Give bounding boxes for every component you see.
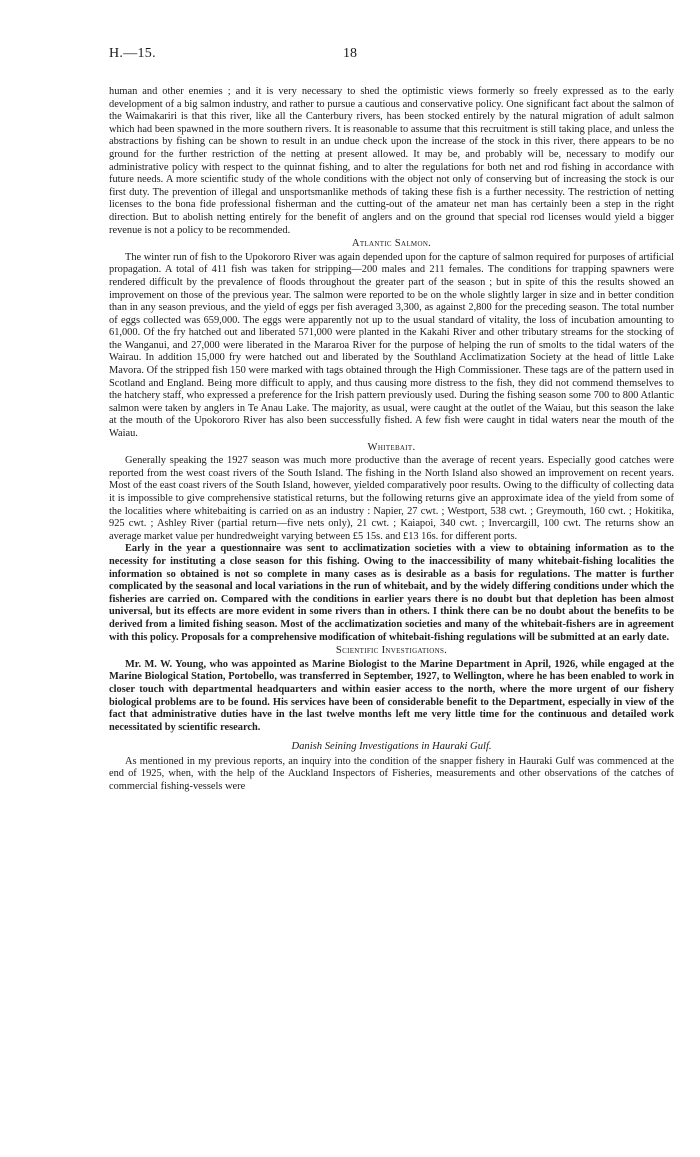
paragraph-marine-biologist: Mr. M. W. Young, who was appointed as Marine Biologist to the Marine Department in April, 1926, while engaged at the Marine Biological Station, Portobello, was transferred in September, 1927, to Wellington, where he has been enabled to work in closer touch with departmental headquarters and within easier access to the north, where the more urgent of our fishery biological problems are to be found. His services have been of considerable benefit to the Department, especially in view of the fact that administrative duties have in the last twelve months left me very little time for the continuous and detailed work necessitated by scientific research.: [109, 658, 674, 733]
document-body: [109, 86, 674, 794]
document-reference: H.—15.: [109, 46, 156, 61]
heading-danish-seining: Danish Seining Investigations in Hauraki Gulf.: [291, 741, 492, 753]
paragraph-whitebait-regulations: Early in the year a questionnaire was sent to acclimatization societies with a view to obtaining information as to the necessity for instituting a close season for this fishing. Owing to the inaccessibility of many whitebait-fishing localities the information so obtained is not so complete in many cases as is desirable as a basis for regulations. The matter is further complicated by the seasonal and local variations in the run of whitebait, and by the widely differing conditions under which the fisheries are carried on. Compared with the conditions in earlier years there is no doubt but that depletion has been almost universal, but its effects are more evident in some rivers than in others. I think there can be no doubt about the benefits to be derived from a limited fishing season. Most of the acclimatization societies and many of the whitebait-fishers are in agreement with this policy. Proposals for a comprehensive modification of whitebait-fishing regulations will be submitted at an early date.: [109, 543, 674, 643]
page-number: 18: [343, 46, 357, 61]
heading-whitebait: Whitebait.: [367, 441, 416, 453]
paragraph-whitebait-season: Generally speaking the 1927 season was much more productive than the average of recent years. Especially good catches were reported from the west coast rivers of the South Island. The fishing in the North Island also showed an improvement on recent years. Most of the east coast rivers of the South Island, however, yielded comparatively poor results. Owing to the difficulty of collecting data it is impossible to give comprehensive statistical returns, but the following returns give an approximate idea of the yield from some of the localities where whitebaiting is carried on as an industry : Napier, 27 cwt. ; Westport, 538 cwt. ; Greymouth, 160 cwt. ; Hokitika, 925 cwt. ; Ashley River (partial return—five nets only), 21 cwt. ; Kaiapoi, 340 cwt. ; Invercargill, 100 cwt. The returns show an average market value per hundredweight varying between £5 15s. and £13 16s. for different ports.: [109, 455, 674, 542]
paragraph-atlantic-salmon: The winter run of fish to the Upokororo River was again depended upon for the capture of salmon required for purposes of artificial propagation. A total of 411 fish was taken for stripping—200 males and 211 females. The conditions for trapping spawners were rendered difficult by the prevalence of floods throughout the greater part of the season ; but in spite of this the results showed an improvement on those of the previous year. The salmon were reported to be on the whole slightly larger in size and in better condition than in any season previous, and the yield of eggs per fish averaged 3,300, as against 2,800 for the preceding season. The total number of eggs collected was 659,000. The eggs were apparently not up to the usual standard of vitality, the loss of incubation amounting to 61,000. Of the fry hatched out and liberated 571,000 were planted in the Kakahi River and other tributary streams for the stocking of the Wanganui, and 27,000 were liberated in the Mararoa River for the purpose of helping the run of smolts to the tidal waters of the Wairau. In addition 15,000 fry were hatched out and liberated by the Southland Acclimatization Society at the head of little Lake Mavora. Of the stripped fish 150 were marked with tags obtained through the High Commissioner. These tags are of the pattern used in Scotland and England. Being more difficult to apply, and thus causing more distress to the fish, they did not commend themselves to the hatchery staff, who expressed a preference for the Irish pattern previously used. During the fishing season some 700 to 800 Atlantic salmon were taken by anglers in Te Anau Lake. The majority, as usual, were caught at the outlet of the Waiau, but this season the lake at the mouth of the Upokororo River has also been successfully fished. A few fish were caught in tidal waters near the mouth of the Waiau.: [109, 251, 674, 440]
heading-atlantic-salmon: Atlantic Salmon.: [351, 238, 432, 250]
paragraph-snapper-inquiry: As mentioned in my previous reports, an inquiry into the condition of the snapper fishery in Hauraki Gulf was commenced at the end of 1925, when, with the help of the Auckland Inspectors of Fisheries, measurements and other observations of the catches of commercial fishing-vessels were: [109, 755, 674, 793]
heading-scientific-investigations: Scientific Investigations.: [335, 645, 448, 657]
paragraph-quinnat-policy: human and other enemies ; and it is very necessary to shed the optimistic views formerly so freely expressed as to the early development of a big salmon industry, and rather to pursue a cautious and conservative policy. One significant fact about the salmon of the Waimakariri is that this river, like all the Canterbury rivers, has been stocked entirely by the natural migration of adult salmon which had been spawned in the more southern rivers. It is reasonable to assume that this recruitment is still taking place, and unless the abstractions by fishing can be shown to result in an undue check upon the increase of the stock in this river, there appears to be no ground for the further restriction of the netting at present allowed. It may be, and probably will be, necessary to modify our administrative policy with respect to the quinnat fishing, and to alter the regulations for both net and rod fishing in accordance with future needs. A more scientific study of the whole conditions with the object not only of conserving but of increasing the stock is our first duty. The prevention of illegal and unsportsmanlike methods of taking these fish is a further necessity. The restriction of netting licenses to the bona fide professional fisherman and the cutting-out of the amateur net man has certainly been a step in the right direction. But to abolish netting entirely for the benefit of anglers and on the ground that special rod licenses would yield a bigger revenue is not a policy to be recommended.: [109, 86, 674, 236]
page-header: [0, 48, 700, 68]
